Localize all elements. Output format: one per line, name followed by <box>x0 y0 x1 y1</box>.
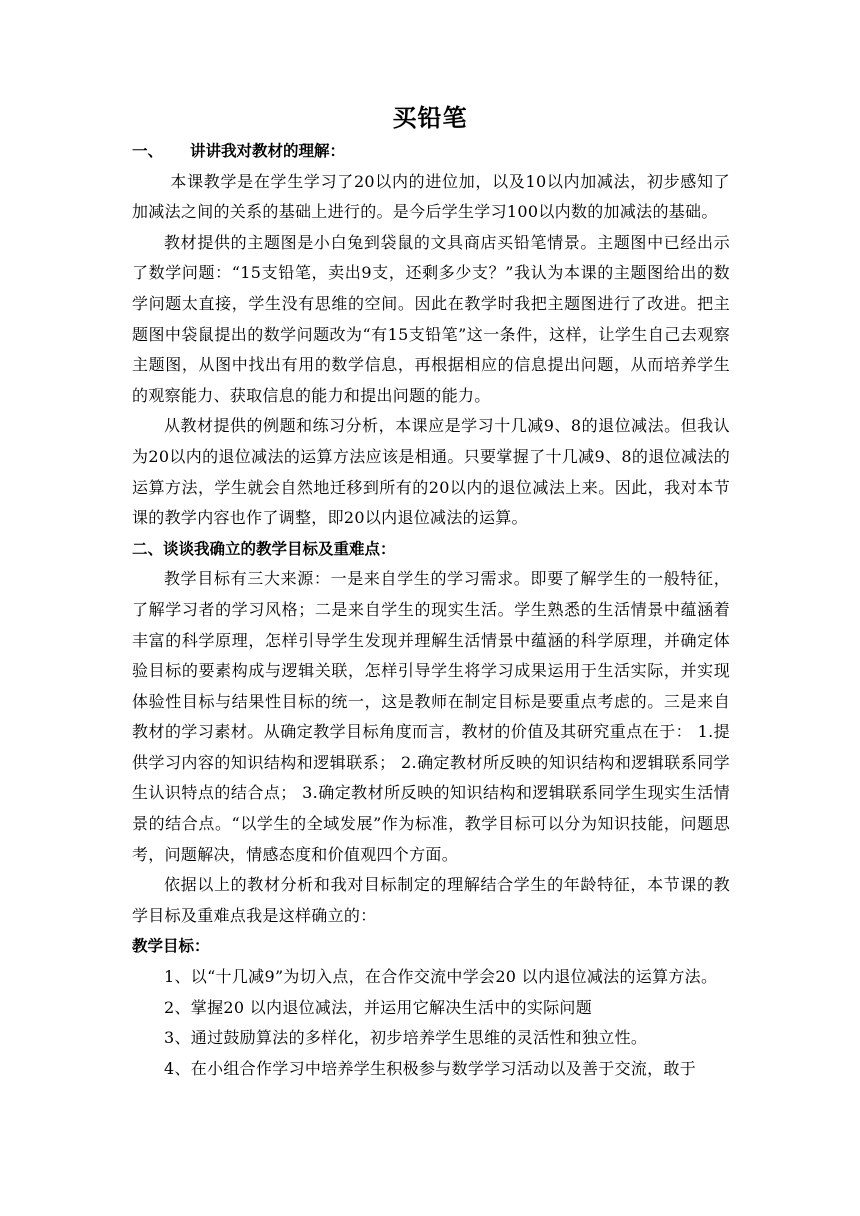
goal-item-3: 3、通过鼓励算法的多样化，初步培养学生思维的灵活性和独立性。 <box>164 1028 648 1048</box>
document-title: 买铅笔 <box>392 104 468 132</box>
section-1-paragraph-3: 从教材提供的例题和练习分析，本课应是学习十几减9、8的退位减法。但我认为20以内的退位减法的运算方法应该是相通。只要掌握了十几减9、8的退位减法的运算方法，学生就会自然地迁移到所有的20以内的退位减法上来。因此，我对本节课的教学内容也作了调整，即20以内退位减法的运算。 <box>132 416 730 528</box>
document-body <box>132 136 730 1084</box>
section-2-heading: 二、谈谈我确立的教学目标及重难点： <box>132 539 396 558</box>
section-1-paragraph-1: 本课教学是在学生学习了20以内的进位加，以及10以内加减法，初步感知了加减法之间的关系的基础上进行的。是今后学生学习100以内数的加减法的基础。 <box>132 171 730 222</box>
goal-item-2: 2、掌握20 以内退位减法，并运用它解决生活中的实际问题 <box>164 997 593 1017</box>
goal-item-4: 4、在小组合作学习中培养学生积极参与数学学习活动以及善于交流，敢于 <box>164 1058 697 1078</box>
goals-heading: 教学目标： <box>132 937 210 956</box>
section-1-number: 一、 <box>132 142 164 160</box>
section-2-paragraph-1: 教学目标有三大来源：一是来自学生的学习需求。即要了解学生的一般特征，了解学习者的学习风格；二是来自学生的现实生活。学生熟悉的生活情景中蕴涵着丰富的科学原理，怎样引导学生发现并理解生活情景中蕴涵的科学原理，并确定体验目标的要素构成与逻辑关联，怎样引导学生将学习成果运用于生活实际，并实现体验性目标与结果性目标的统一，这是教师在制定目标是要重点考虑的。三是来自教材的学习素材。从确定教学目标角度而言，教材的价值及其研究重点在于： 1.提供学习内容的知识结构和逻辑联系； 2.确定教材所反映的知识结构和逻辑联系同学生认识特点的结合点； 3.确定教材所反映的知识结构和逻辑联系同学生现实生活情景的结合点。“以学生的全域发展”作为标准，教学目标可以分为知识技能，问题思考，问题解决，情感态度和价值观四个方面。 <box>132 569 730 864</box>
goal-item-1: 1、以“十几减9”为切入点，在合作交流中学会20 以内退位减法的运算方法。 <box>164 967 718 987</box>
section-2-paragraph-2: 依据以上的教材分析和我对目标制定的理解结合学生的年龄特征，本节课的教学目标及重难点我是这样确立的： <box>132 875 730 925</box>
section-1-heading <box>132 136 730 167</box>
section-1-title: 讲讲我对教材的理解： <box>190 142 346 160</box>
section-1-paragraph-2: 教材提供的主题图是小白兔到袋鼠的文具商店买铅笔情景。主题图中已经出示了数学问题：“15支铅笔，卖出9支，还剩多少支？”我认为本课的主题图给出的数学问题太直接，学生没有思维的空间。因此在教学时我把主题图进行了改进。把主题图中袋鼠提出的数学问题改为“有15支铅笔”这一条件，这样，让学生自己去观察主题图，从图中找出有用的数学信息，再根据相应的信息提出问题，从而培养学生的观察能力、获取信息的能力和提出问题的能力。 <box>132 232 730 405</box>
